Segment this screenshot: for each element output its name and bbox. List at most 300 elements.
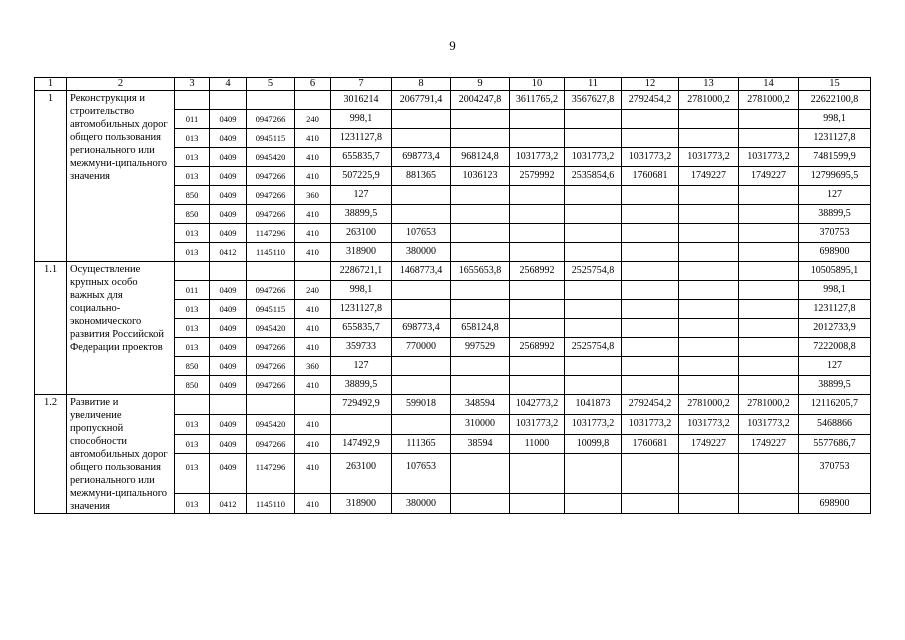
table-cell: 0947266	[247, 167, 295, 186]
table-cell: 11	[565, 78, 622, 91]
table-cell: 1655653,8	[451, 262, 510, 281]
table-cell	[622, 205, 679, 224]
table-cell: 0409	[210, 414, 247, 434]
section-name: Осуществление крупных особо важных для социально-экономического развития Российской Федерации проектов	[67, 262, 175, 395]
table-cell	[451, 186, 510, 205]
table-cell	[679, 129, 739, 148]
table-cell	[739, 376, 799, 395]
table-cell	[451, 129, 510, 148]
table-cell: 1031773,2	[565, 414, 622, 434]
table-cell: 6	[295, 78, 331, 91]
table-cell: 011	[175, 110, 210, 129]
table-cell: 2579992	[510, 167, 565, 186]
table-cell: 1031773,2	[739, 148, 799, 167]
table-cell: 013	[175, 434, 210, 454]
table-cell: 0409	[210, 281, 247, 300]
table-cell	[739, 454, 799, 494]
table-cell: 1031773,2	[679, 148, 739, 167]
table-cell	[565, 319, 622, 338]
table-cell: 0945420	[247, 319, 295, 338]
table-cell	[739, 110, 799, 129]
table-cell	[451, 243, 510, 262]
table-cell	[451, 300, 510, 319]
table-cell	[392, 186, 451, 205]
table-cell	[210, 91, 247, 110]
table-cell	[295, 395, 331, 415]
table-cell	[565, 110, 622, 129]
table-cell: 011	[175, 281, 210, 300]
section-number: 1.1	[35, 262, 67, 395]
table-cell: 127	[331, 357, 392, 376]
table-cell	[739, 224, 799, 243]
table-cell: 998,1	[799, 110, 871, 129]
table-cell: 240	[295, 110, 331, 129]
table-cell	[739, 319, 799, 338]
table-cell: 14	[739, 78, 799, 91]
table-cell: 1749227	[679, 434, 739, 454]
table-cell: 2	[67, 78, 175, 91]
table-cell: 7481599,9	[799, 148, 871, 167]
table-cell: 1031773,2	[622, 148, 679, 167]
table-cell	[331, 414, 392, 434]
table-cell	[175, 395, 210, 415]
table-cell: 1231127,8	[331, 129, 392, 148]
table-cell: 380000	[392, 494, 451, 514]
table-cell: 12	[622, 78, 679, 91]
table-cell: 410	[295, 319, 331, 338]
table-cell: 1042773,2	[510, 395, 565, 415]
table-cell	[565, 205, 622, 224]
table-cell: 599018	[392, 395, 451, 415]
table-cell: 410	[295, 376, 331, 395]
table-cell: 380000	[392, 243, 451, 262]
table-cell: 7222008,8	[799, 338, 871, 357]
section-name: Развитие и увеличение пропускной способности автомобильных дорог общего пользования регионального или межмуни-ципального значения	[67, 395, 175, 514]
table-cell	[679, 110, 739, 129]
table-cell	[739, 205, 799, 224]
table-cell: 147492,9	[331, 434, 392, 454]
table-cell: 7	[331, 78, 392, 91]
table-cell: 998,1	[331, 110, 392, 129]
table-cell: 5	[247, 78, 295, 91]
table-cell	[739, 281, 799, 300]
table-cell: 0409	[210, 434, 247, 454]
table-cell	[679, 376, 739, 395]
table-cell: 0409	[210, 319, 247, 338]
table-cell	[175, 91, 210, 110]
table-cell: 111365	[392, 434, 451, 454]
table-cell: 655835,7	[331, 148, 392, 167]
table-cell	[565, 376, 622, 395]
table-cell	[392, 129, 451, 148]
table-cell	[622, 454, 679, 494]
table-cell	[622, 357, 679, 376]
table-cell: 0947266	[247, 434, 295, 454]
table-cell: 310000	[451, 414, 510, 434]
table-cell: 0409	[210, 300, 247, 319]
table-cell	[392, 281, 451, 300]
table-cell: 013	[175, 319, 210, 338]
table-cell: 318900	[331, 494, 392, 514]
table-cell: 0947266	[247, 376, 295, 395]
table-cell	[510, 319, 565, 338]
table-cell: 0945115	[247, 300, 295, 319]
table-cell: 9	[451, 78, 510, 91]
table-cell	[510, 376, 565, 395]
table-row	[35, 395, 871, 415]
table-cell	[510, 281, 565, 300]
table-cell: 240	[295, 281, 331, 300]
table-cell: 0409	[210, 454, 247, 494]
table-cell: 1036123	[451, 167, 510, 186]
table-cell	[622, 319, 679, 338]
table-cell: 013	[175, 224, 210, 243]
table-cell: 013	[175, 414, 210, 434]
table-cell: 38899,5	[799, 205, 871, 224]
table-cell: 2067791,4	[392, 91, 451, 110]
table-cell: 0947266	[247, 357, 295, 376]
table-cell: 5468866	[799, 414, 871, 434]
table-cell: 0409	[210, 224, 247, 243]
table-cell	[510, 357, 565, 376]
table-cell	[565, 454, 622, 494]
table-cell: 0409	[210, 376, 247, 395]
table-cell: 127	[331, 186, 392, 205]
table-cell: 0412	[210, 494, 247, 514]
section-name: Реконструкция и строительство автомобильных дорог общего пользования регионального или межмуни-ципального значения	[67, 91, 175, 262]
table-cell	[679, 357, 739, 376]
table-cell	[622, 243, 679, 262]
table-cell	[622, 281, 679, 300]
table-cell: 22622100,8	[799, 91, 871, 110]
table-cell: 10	[510, 78, 565, 91]
section-number: 1	[35, 91, 67, 262]
table-cell	[510, 300, 565, 319]
table-cell: 3016214	[331, 91, 392, 110]
table-cell: 348594	[451, 395, 510, 415]
table-cell: 410	[295, 300, 331, 319]
table-cell: 410	[295, 148, 331, 167]
table-cell: 850	[175, 186, 210, 205]
table-cell: 1231127,8	[799, 300, 871, 319]
table-cell: 107653	[392, 454, 451, 494]
table-cell	[510, 205, 565, 224]
table-cell: 263100	[331, 454, 392, 494]
table-cell: 2568992	[510, 262, 565, 281]
table-cell	[392, 414, 451, 434]
table-cell: 2525754,8	[565, 338, 622, 357]
table-cell: 2568992	[510, 338, 565, 357]
table-cell: 1	[35, 78, 67, 91]
table-cell: 3567627,8	[565, 91, 622, 110]
table-cell: 1760681	[622, 167, 679, 186]
table-cell: 507225,9	[331, 167, 392, 186]
table-cell	[392, 376, 451, 395]
table-cell: 11000	[510, 434, 565, 454]
table-cell	[622, 224, 679, 243]
table-cell	[622, 300, 679, 319]
table-cell: 1749227	[739, 434, 799, 454]
table-cell	[510, 224, 565, 243]
table-cell: 770000	[392, 338, 451, 357]
table-cell	[622, 110, 679, 129]
table-cell: 013	[175, 148, 210, 167]
table-cell: 1145110	[247, 494, 295, 514]
table-cell: 698900	[799, 494, 871, 514]
table-cell	[392, 300, 451, 319]
table-cell: 2781000,2	[739, 395, 799, 415]
table-cell: 1231127,8	[331, 300, 392, 319]
table-cell	[565, 494, 622, 514]
table-cell: 263100	[331, 224, 392, 243]
table-cell: 1147296	[247, 454, 295, 494]
table-cell: 655835,7	[331, 319, 392, 338]
table-cell	[451, 281, 510, 300]
table-cell: 410	[295, 243, 331, 262]
table-cell	[679, 319, 739, 338]
table-cell: 698773,4	[392, 148, 451, 167]
table-cell: 1231127,8	[799, 129, 871, 148]
table-cell: 410	[295, 167, 331, 186]
table-cell	[679, 281, 739, 300]
table-cell: 997529	[451, 338, 510, 357]
table-cell: 0945115	[247, 129, 295, 148]
table-cell	[565, 224, 622, 243]
table-cell: 1031773,2	[739, 414, 799, 434]
table-cell: 013	[175, 243, 210, 262]
table-cell	[392, 357, 451, 376]
table-cell: 0947266	[247, 281, 295, 300]
table-cell: 968124,8	[451, 148, 510, 167]
table-cell	[679, 205, 739, 224]
table-cell: 410	[295, 338, 331, 357]
table-cell	[679, 454, 739, 494]
table-cell: 1760681	[622, 434, 679, 454]
table-cell	[739, 129, 799, 148]
table-cell: 318900	[331, 243, 392, 262]
table-cell: 10099,8	[565, 434, 622, 454]
table-cell: 360	[295, 357, 331, 376]
table-cell: 1749227	[739, 167, 799, 186]
table-cell	[679, 186, 739, 205]
table-cell: 2781000,2	[679, 395, 739, 415]
page-number: 9	[449, 38, 456, 53]
table-cell: 881365	[392, 167, 451, 186]
table-cell: 38594	[451, 434, 510, 454]
table-cell	[565, 357, 622, 376]
table-cell	[565, 186, 622, 205]
table-cell: 3	[175, 78, 210, 91]
table-cell: 0947266	[247, 338, 295, 357]
table-cell	[451, 110, 510, 129]
table-cell	[565, 129, 622, 148]
table-cell	[679, 243, 739, 262]
table-cell	[210, 395, 247, 415]
table-cell: 013	[175, 454, 210, 494]
table-cell	[247, 395, 295, 415]
table-cell: 15	[799, 78, 871, 91]
table-cell: 729492,9	[331, 395, 392, 415]
table-cell: 1147296	[247, 224, 295, 243]
table-cell: 013	[175, 300, 210, 319]
table-cell	[510, 110, 565, 129]
table-cell	[679, 494, 739, 514]
table-cell	[739, 494, 799, 514]
table-cell: 1468773,4	[392, 262, 451, 281]
table-cell: 410	[295, 205, 331, 224]
table-cell	[679, 338, 739, 357]
table-cell: 13	[679, 78, 739, 91]
table-cell: 698900	[799, 243, 871, 262]
table-cell: 410	[295, 129, 331, 148]
table-cell	[622, 262, 679, 281]
table-cell	[510, 186, 565, 205]
table-cell	[392, 205, 451, 224]
table-cell: 0409	[210, 148, 247, 167]
table-cell	[739, 243, 799, 262]
table-cell: 1031773,2	[510, 414, 565, 434]
table-cell: 12116205,7	[799, 395, 871, 415]
table-cell	[451, 205, 510, 224]
table-cell: 10505895,1	[799, 262, 871, 281]
table-cell: 4	[210, 78, 247, 91]
table-cell	[622, 494, 679, 514]
table-cell: 2004247,8	[451, 91, 510, 110]
table-cell: 370753	[799, 454, 871, 494]
table-cell	[565, 243, 622, 262]
table-cell	[510, 243, 565, 262]
table-cell	[679, 262, 739, 281]
table-cell: 2781000,2	[679, 91, 739, 110]
table-cell	[739, 186, 799, 205]
table-cell	[510, 454, 565, 494]
table-cell: 0947266	[247, 110, 295, 129]
table-cell	[295, 262, 331, 281]
table-cell: 0409	[210, 167, 247, 186]
table-row	[35, 91, 871, 110]
table-cell: 2781000,2	[739, 91, 799, 110]
table-cell: 1031773,2	[510, 148, 565, 167]
table-cell: 0409	[210, 205, 247, 224]
table-cell: 127	[799, 186, 871, 205]
table-cell: 3611765,2	[510, 91, 565, 110]
table-cell: 013	[175, 338, 210, 357]
table-cell: 410	[295, 224, 331, 243]
table-cell: 0945420	[247, 414, 295, 434]
table-cell	[739, 262, 799, 281]
table-cell: 850	[175, 357, 210, 376]
table-cell: 0409	[210, 110, 247, 129]
table-cell	[565, 300, 622, 319]
table-row	[35, 262, 871, 281]
table-cell: 850	[175, 376, 210, 395]
table-cell: 2792454,2	[622, 91, 679, 110]
table-cell	[510, 129, 565, 148]
table-cell: 1031773,2	[565, 148, 622, 167]
table-cell: 0947266	[247, 186, 295, 205]
table-cell: 2792454,2	[622, 395, 679, 415]
table-cell: 410	[295, 454, 331, 494]
table-cell: 1145110	[247, 243, 295, 262]
table-cell	[247, 262, 295, 281]
table-cell: 0412	[210, 243, 247, 262]
table-cell: 850	[175, 205, 210, 224]
table-cell: 8	[392, 78, 451, 91]
table-cell: 38899,5	[799, 376, 871, 395]
table-cell	[739, 357, 799, 376]
section-number: 1.2	[35, 395, 67, 514]
table-cell: 5577686,7	[799, 434, 871, 454]
table-cell: 360	[295, 186, 331, 205]
table-cell	[622, 338, 679, 357]
table-cell: 38899,5	[331, 376, 392, 395]
table-cell: 2535854,6	[565, 167, 622, 186]
table-cell	[679, 300, 739, 319]
table-cell	[210, 262, 247, 281]
table-cell	[247, 91, 295, 110]
table-cell	[175, 262, 210, 281]
budget-table	[34, 77, 871, 514]
table-cell	[451, 454, 510, 494]
table-cell: 1031773,2	[622, 414, 679, 434]
header-row	[35, 78, 871, 91]
table-cell: 698773,4	[392, 319, 451, 338]
table-cell: 12799695,5	[799, 167, 871, 186]
table-cell: 359733	[331, 338, 392, 357]
table-cell: 1031773,2	[679, 414, 739, 434]
table-cell: 0945420	[247, 148, 295, 167]
table-cell	[739, 338, 799, 357]
table-cell	[565, 281, 622, 300]
table-cell: 410	[295, 494, 331, 514]
table-cell: 013	[175, 167, 210, 186]
table-cell: 38899,5	[331, 205, 392, 224]
table-cell: 2525754,8	[565, 262, 622, 281]
table-cell: 370753	[799, 224, 871, 243]
table-cell: 0409	[210, 357, 247, 376]
table-cell	[451, 224, 510, 243]
table-cell: 0409	[210, 186, 247, 205]
table-cell: 998,1	[799, 281, 871, 300]
table-cell	[451, 494, 510, 514]
table-cell: 0409	[210, 338, 247, 357]
table-cell	[622, 129, 679, 148]
table-cell	[739, 300, 799, 319]
table-cell: 410	[295, 434, 331, 454]
table-cell: 2286721,1	[331, 262, 392, 281]
table-cell: 013	[175, 494, 210, 514]
table-cell	[295, 91, 331, 110]
table-cell: 107653	[392, 224, 451, 243]
table-cell: 127	[799, 357, 871, 376]
table-cell: 2012733,9	[799, 319, 871, 338]
table-cell: 658124,8	[451, 319, 510, 338]
table-cell	[392, 110, 451, 129]
table-cell	[622, 376, 679, 395]
table-cell: 998,1	[331, 281, 392, 300]
table-cell: 0947266	[247, 205, 295, 224]
table-cell	[622, 186, 679, 205]
table-cell	[510, 494, 565, 514]
table-cell: 1041873	[565, 395, 622, 415]
table-cell: 1749227	[679, 167, 739, 186]
table-cell: 410	[295, 414, 331, 434]
table-cell: 013	[175, 129, 210, 148]
table-cell: 0409	[210, 129, 247, 148]
table-cell	[679, 224, 739, 243]
table-cell	[451, 357, 510, 376]
table-cell	[451, 376, 510, 395]
